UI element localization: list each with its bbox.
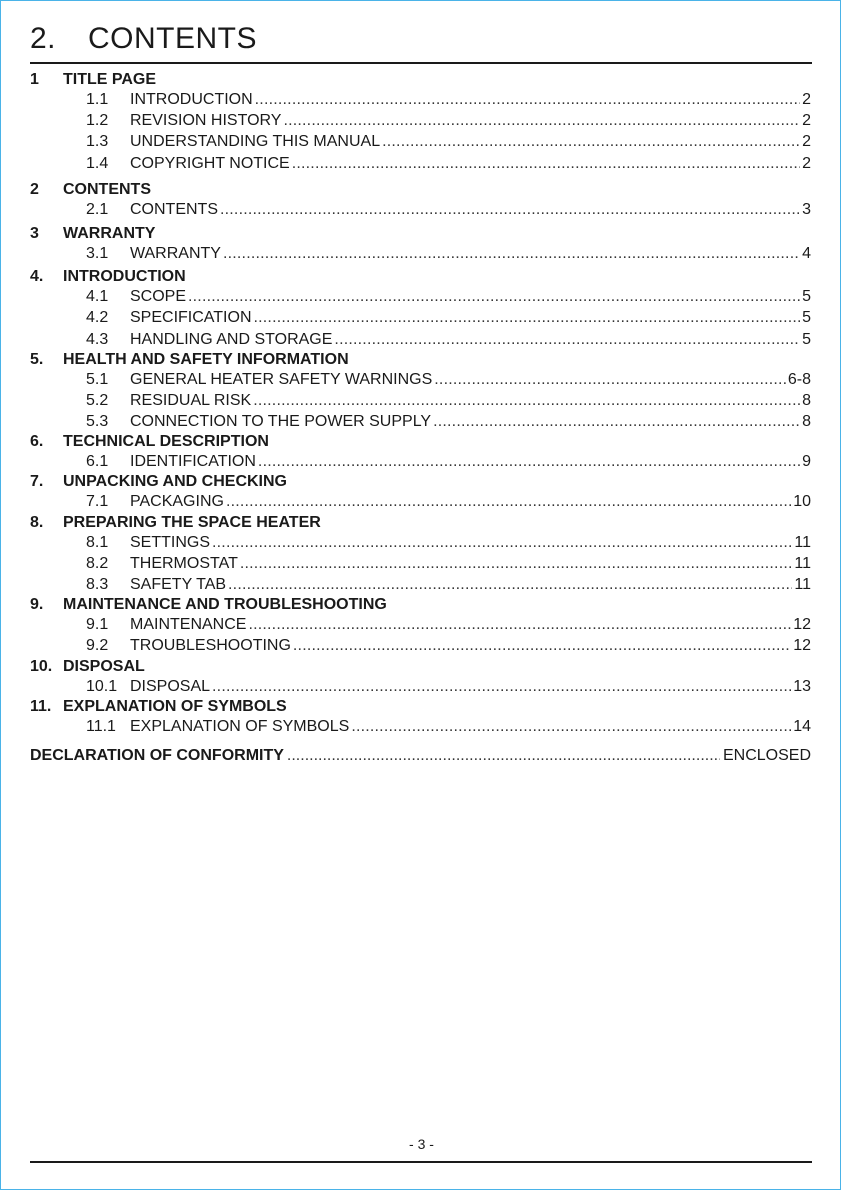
- toc-entry[interactable]: [30, 491, 811, 512]
- toc-section-heading[interactable]: [30, 70, 811, 89]
- title-rule: [30, 62, 812, 64]
- dot-leader: [292, 153, 800, 174]
- dot-leader: [255, 89, 800, 110]
- toc-section-heading[interactable]: [30, 513, 811, 532]
- toc-entry-page: 2: [802, 154, 811, 172]
- toc-entry[interactable]: [30, 131, 811, 152]
- toc-section: [30, 70, 811, 174]
- toc-entry-title: SETTINGS: [130, 533, 211, 551]
- toc-entry[interactable]: [30, 553, 811, 574]
- toc-section-number: 11.: [30, 697, 52, 715]
- toc-entry-page: 11: [794, 533, 811, 551]
- dot-leader: [188, 286, 800, 307]
- dot-leader: [258, 451, 800, 472]
- dot-leader: [293, 635, 791, 656]
- toc-entry-page: 2: [802, 91, 811, 108]
- toc-entry-title: PACKAGING: [130, 493, 224, 511]
- toc-entry-page: 14: [793, 717, 811, 735]
- toc-entry-number: 9.2: [86, 637, 109, 655]
- toc-entry-number: 1.4: [86, 154, 109, 172]
- toc-entry-page: 8: [802, 391, 811, 409]
- dot-leader: [240, 553, 793, 574]
- toc-section-number: 5.: [30, 350, 44, 368]
- toc-entry-title: WARRANTY: [130, 244, 221, 262]
- toc-section: [30, 432, 811, 472]
- declaration-title: DECLARATION OF CONFORMITY: [30, 746, 284, 764]
- toc-section-heading[interactable]: [30, 432, 811, 451]
- toc-entry-title: CONTENTS: [130, 200, 218, 218]
- toc-entry-page: 2: [802, 112, 811, 130]
- toc-entry[interactable]: [30, 307, 811, 328]
- toc-entry-number: 8.1: [86, 533, 109, 551]
- toc-entry-page: 5: [802, 330, 811, 348]
- toc-entry[interactable]: [30, 153, 811, 174]
- toc-entry-number: 8.3: [86, 576, 109, 593]
- toc-entry-title: MAINTENANCE: [130, 616, 247, 634]
- dot-leader: [223, 243, 800, 264]
- toc-section-heading[interactable]: [30, 472, 811, 491]
- toc-entry[interactable]: [30, 329, 811, 350]
- toc-entry-title: CONNECTION TO THE POWER SUPPLY: [130, 413, 432, 431]
- toc-section: [30, 267, 811, 350]
- toc-entry[interactable]: [30, 574, 811, 595]
- table-of-contents: [30, 70, 811, 766]
- declaration-page: ENCLOSED: [722, 746, 811, 764]
- toc-entry-number: 10.1: [86, 677, 118, 695]
- toc-section: [30, 697, 811, 737]
- toc-entry-title: UNDERSTANDING THIS MANUAL: [130, 133, 381, 151]
- toc-entry-number: 4.2: [86, 309, 109, 327]
- toc-section-title: PREPARING THE SPACE HEATER: [63, 513, 321, 531]
- toc-entry-title: IDENTIFICATION: [130, 453, 256, 471]
- dot-leader: [254, 307, 801, 328]
- toc-section: [30, 595, 811, 656]
- toc-entry-page: 12: [793, 616, 811, 634]
- toc-entry[interactable]: [30, 451, 811, 472]
- toc-entry-page: 9: [802, 453, 811, 471]
- toc-entry[interactable]: [30, 243, 811, 264]
- toc-entry[interactable]: [30, 110, 811, 131]
- toc-entry-page: 11: [794, 554, 811, 572]
- toc-section-heading[interactable]: [30, 180, 811, 199]
- dot-leader: [434, 369, 786, 390]
- toc-entry[interactable]: [30, 411, 811, 432]
- toc-section-heading[interactable]: [30, 350, 811, 369]
- toc-section: [30, 224, 811, 264]
- toc-entry-page: 10: [793, 493, 811, 511]
- toc-entry[interactable]: [30, 199, 811, 220]
- toc-entry-number: 4.3: [86, 330, 109, 348]
- toc-entry-title: SPECIFICATION: [130, 309, 252, 327]
- toc-entry-number: 8.2: [86, 554, 109, 572]
- toc-entry[interactable]: [30, 89, 811, 110]
- toc-entry-title: DISPOSAL: [130, 677, 211, 695]
- toc-entry-title: GENERAL HEATER SAFETY WARNINGS: [130, 370, 433, 388]
- toc-entry-page: 3: [802, 200, 811, 218]
- toc-section-number: 2: [30, 180, 39, 198]
- toc-entry-page: 2: [802, 133, 811, 151]
- toc-section-title: TITLE PAGE: [63, 71, 157, 88]
- toc-section-title: WARRANTY: [63, 224, 156, 242]
- toc-entry-page: 8: [802, 413, 811, 431]
- toc-entry-number: 2.1: [86, 200, 109, 218]
- dot-leader: [212, 532, 792, 553]
- toc-section-heading[interactable]: [30, 267, 811, 286]
- toc-section-heading[interactable]: [30, 657, 811, 676]
- toc-entry-number: 7.1: [86, 493, 109, 511]
- dot-leader: [382, 131, 800, 152]
- toc-entry-page: 11: [794, 576, 811, 593]
- toc-entry-number: 1.1: [86, 91, 109, 108]
- toc-section-number: 8.: [30, 513, 44, 531]
- toc-entry-title: HANDLING AND STORAGE: [130, 330, 333, 348]
- toc-entry[interactable]: [30, 369, 811, 390]
- toc-entry-number: 6.1: [86, 453, 109, 471]
- toc-section-heading[interactable]: [30, 595, 811, 614]
- toc-entry-page: 5: [802, 288, 811, 306]
- toc-section: [30, 180, 811, 220]
- dot-leader: [220, 199, 800, 220]
- toc-section: [30, 350, 811, 433]
- toc-entry[interactable]: [30, 532, 811, 553]
- toc-section-number: 4.: [30, 268, 44, 286]
- toc-declaration-entry[interactable]: [30, 745, 811, 766]
- toc-section-number: 1: [30, 71, 39, 88]
- toc-entry-number: 1.2: [86, 112, 109, 130]
- toc-entry-number: 5.2: [86, 391, 109, 409]
- toc-entry-page: 4: [802, 244, 811, 262]
- toc-section-number: 10.: [30, 657, 53, 675]
- toc-entry-number: 9.1: [86, 616, 109, 634]
- toc-entry[interactable]: [30, 286, 811, 307]
- toc-entry-title: RESIDUAL RISK: [130, 391, 252, 409]
- dot-leader: [287, 745, 720, 766]
- toc-entry-page: 12: [793, 637, 811, 655]
- toc-section-title: DISPOSAL: [63, 657, 145, 675]
- page-title: [30, 22, 257, 56]
- toc-entry-title: COPYRIGHT NOTICE: [130, 154, 290, 172]
- toc-entry-title: TROUBLESHOOTING: [130, 637, 291, 655]
- dot-leader: [334, 329, 800, 350]
- toc-entry[interactable]: [30, 390, 811, 411]
- toc-entry-number: 11.1: [86, 717, 116, 735]
- toc-section-number: 6.: [30, 433, 44, 451]
- dot-leader: [283, 110, 800, 131]
- toc-entry-number: 5.3: [86, 413, 109, 431]
- toc-section-number: 7.: [30, 473, 44, 491]
- dot-leader: [248, 614, 791, 635]
- toc-section-title: INTRODUCTION: [63, 268, 186, 286]
- toc-entry[interactable]: [30, 676, 811, 697]
- toc-section: [30, 472, 811, 512]
- toc-section-title: TECHNICAL DESCRIPTION: [63, 433, 269, 451]
- toc-entry-title: SCOPE: [130, 288, 187, 306]
- toc-entry-number: 1.3: [86, 133, 109, 151]
- toc-entry[interactable]: [30, 614, 811, 635]
- page-title-number: 2.: [30, 22, 57, 55]
- toc-entry[interactable]: [30, 635, 811, 656]
- toc-entry-number: 3.1: [86, 244, 109, 262]
- toc-entry-title: REVISION HISTORY: [130, 112, 282, 130]
- dot-leader: [253, 390, 800, 411]
- toc-entry-title: THERMOSTAT: [130, 554, 238, 572]
- page-title-text: CONTENTS: [88, 22, 257, 55]
- toc-entry-title: EXPLANATION OF SYMBOLS: [130, 717, 350, 735]
- dot-leader: [212, 676, 791, 697]
- toc-section-number: 9.: [30, 596, 44, 614]
- toc-section-title: MAINTENANCE AND TROUBLESHOOTING: [63, 596, 387, 614]
- toc-section-heading[interactable]: [30, 224, 811, 243]
- toc-entry-title: INTRODUCTION: [130, 91, 253, 108]
- toc-section-title: EXPLANATION OF SYMBOLS: [63, 697, 287, 715]
- toc-entry-number: 4.1: [86, 288, 109, 306]
- toc-section: [30, 657, 811, 697]
- toc-entry-number: 5.1: [86, 370, 109, 388]
- page-number: - 3 -: [409, 1136, 434, 1152]
- dot-leader: [226, 491, 791, 512]
- toc-section: [30, 513, 811, 596]
- bottom-rule: [30, 1161, 812, 1163]
- dot-leader: [351, 716, 791, 737]
- toc-section-title: HEALTH AND SAFETY INFORMATION: [63, 350, 349, 368]
- dot-leader: [228, 574, 792, 595]
- toc-entry[interactable]: [30, 716, 811, 737]
- toc-section-title: CONTENTS: [63, 180, 151, 198]
- toc-entry-page: 5: [802, 309, 811, 327]
- dot-leader: [433, 411, 800, 432]
- toc-entry-page: 6-8: [787, 370, 811, 388]
- toc-entry-title: SAFETY TAB: [130, 576, 227, 593]
- toc-entry-page: 13: [793, 677, 811, 695]
- toc-section-title: UNPACKING AND CHECKING: [63, 473, 287, 491]
- toc-section-heading[interactable]: [30, 697, 811, 716]
- toc-section-number: 3: [30, 224, 39, 242]
